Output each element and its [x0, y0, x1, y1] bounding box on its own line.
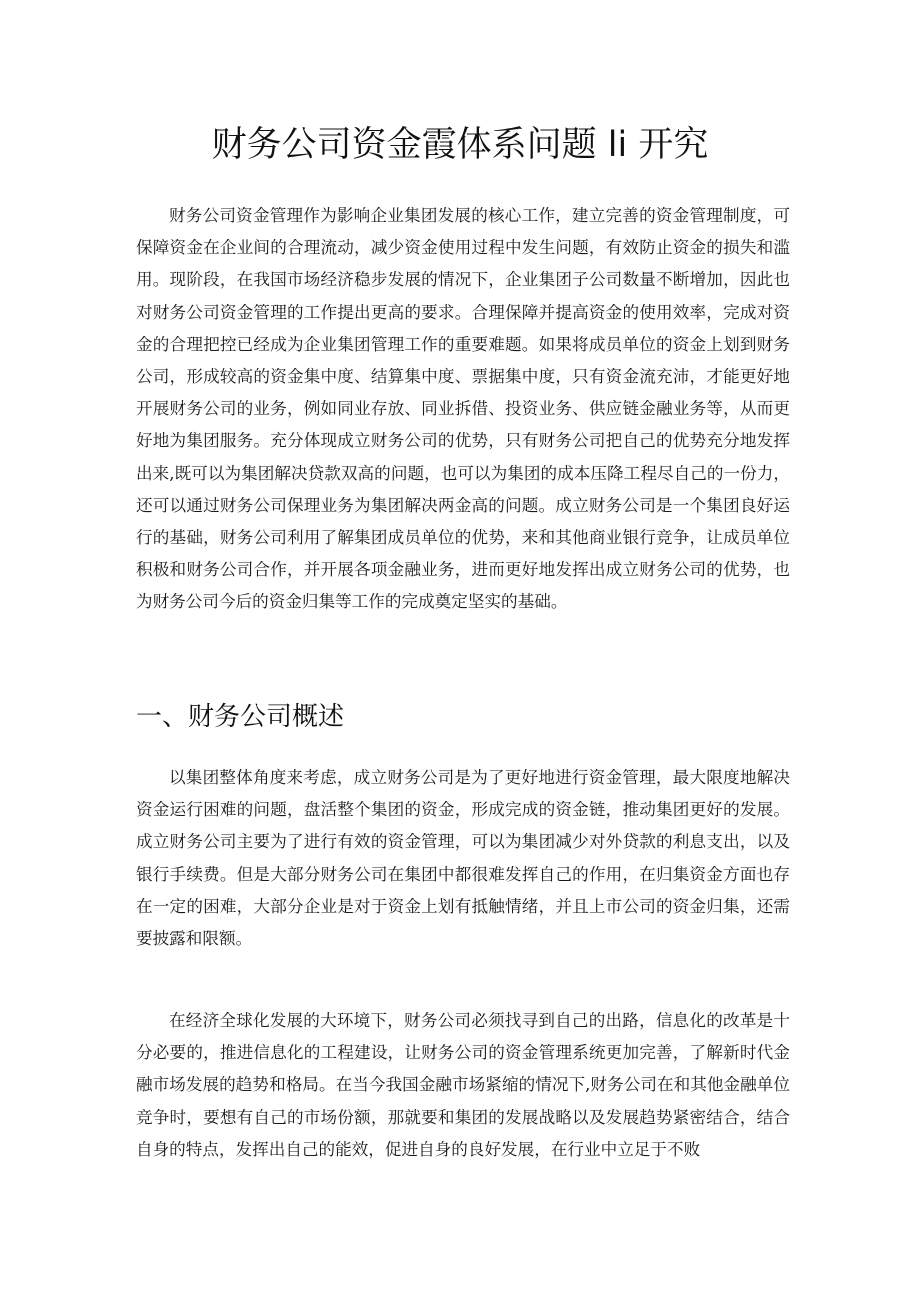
section-paragraph-1: 以集团整体角度来考虑，成立财务公司是为了更好地进行资金管理，最大限度地解决资金运行困难的问题，盘活整个集团的资金，形成完成的资金链，推动集团更好的发展。成立财务公司主要为了进行有效的资金管理，可以为集团减少对外贷款的利息支出，以及银行手续费。但是大部分财务公司在集团中都很难发挥自己的作用，在归集资金方面也存在一定的困难，大部分企业是对于资金上划有抵触情绪，并且上市公司的资金归集，还需要披露和限额。	[136, 768, 790, 949]
section-heading: 一、财务公司概述	[136, 702, 345, 732]
intro-paragraph: 财务公司资金管理作为影响企业集团发展的核心工作，建立完善的资金管理制度，可保障资金在企业间的合理流动，减少资金使用过程中发生问题，有效防止资金的损失和滥用。现阶段，在我国市场经济稳步发展的情况下，企业集团子公司数量不断增加，因此也对财务公司资金管理的工作提出更高的要求。合理保障并提高资金的使用效率，完成对资金的合理把控已经成为企业集团管理工作的重要难题。如果将成员单位的资金上划到财务公司，形成较高的资金集中度、结算集中度、票据集中度，只有资金流充沛，才能更好地开展财务公司的业务，例如同业存放、同业拆借、投资业务、供应链金融业务等，从而更好地为集团服务。充分体现成立财务公司的优势，只有财务公司把自己的优势充分地发挥出来,既可以为集团解决贷款双高的问题，也可以为集团的成本压降工程尽自己的一份力，还可以通过财务公司保理业务为集团解决两金高的问题。成立财务公司是一个集团良好运行的基础，财务公司利用了解集团成员单位的优势，来和其他商业银行竞争，让成员单位积极和财务公司合作，并开展各项金融业务，进而更好地发挥出成立财务公司的优势，也为财务公司今后的资金归集等工作的完成奠定坚实的基础。	[136, 206, 790, 612]
document-title: 财务公司资金霞体系问题 li 开究	[211, 125, 709, 165]
section-paragraph-2: 在经济全球化发展的大环境下，财务公司必须找寻到自己的出路，信息化的改革是十分必要的，推进信息化的工程建设，让财务公司的资金管理系统更加完善，了解新时代金融市场发展的趋势和格局。在当今我国金融市场紧缩的情况下,财务公司在和其他金融单位竞争时，要想有自己的市场份额，那就要和集团的发展战略以及发展趋势紧密结合，结合自身的特点，发挥出自己的能效，促进自身的良好发展，在行业中立足于不败	[136, 1011, 790, 1159]
